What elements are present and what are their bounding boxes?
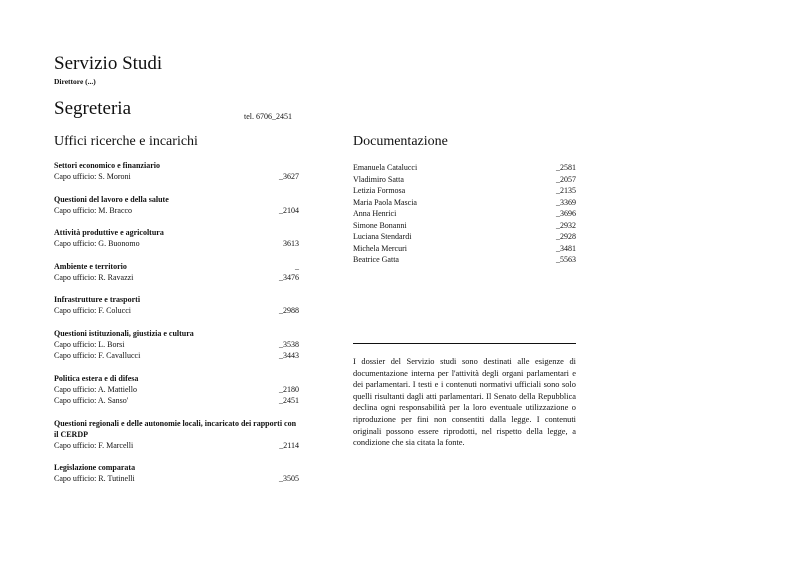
phone-extension: _2057 [556,174,576,184]
office-head-row [54,272,299,284]
office-name-row [54,373,299,384]
phone-extension: 3613 [283,239,299,248]
office-block [54,227,299,250]
office-name-row [54,194,299,205]
phone-extension: _3476 [279,272,299,282]
phone-extension: _3696 [556,209,576,218]
office-head-row [54,238,299,250]
office-name: Questioni regionali e delle autonomie locali, incaricato dei rapporti con il CERDP [54,418,297,439]
staff-row [353,197,576,209]
office-block [54,160,299,183]
staff-row [353,162,576,174]
phone-extension: _2932 [556,220,576,230]
office-block [54,373,299,407]
office-block [54,194,299,217]
office-block [54,418,299,452]
office-head-row [54,205,299,217]
page-title: Servizio Studi [54,53,163,74]
office-name-row [54,328,299,339]
office-name-row [54,160,299,171]
documentation-heading: Documentazione [353,134,448,149]
office-name: Settori economico e finanziario [54,161,160,170]
staff-name: Simone Bonanni [353,220,407,230]
phone-extension: _2104 [279,205,299,215]
office-name: Attività produttive e agricoltura [54,228,164,237]
staff-row [353,208,576,220]
office-head: Capo ufficio: R. Ravazzi [54,272,134,282]
disclaimer-text: I dossier del Servizio studi sono destinati alle esigenze di documentazione interna per l'attività degli organi parlamentari e dei parlamentari. I testi e i contenuti normativi ufficiali sono solo quelli risultanti dagli atti parlamentari. Il Senato della Repubblica declina ogni responsabilità per la loro eventuale utilizzazione o riproduzione per fini non consentiti dalla legge. I contenuti originali possono essere riprodotti, nel rispetto della legge, a condizione che sia citata la fonte. [353,357,576,448]
office-block [54,261,299,284]
staff-row [353,231,576,243]
phone-extension: _2114 [279,440,299,450]
phone-extension: _2135 [556,186,576,195]
office-name: Infrastrutture e trasporti [54,295,141,304]
office-head: Capo ufficio: L. Borsi [54,339,125,349]
phone-extension: _2928 [556,232,576,241]
staff-name: Maria Paola Mascia [353,197,417,207]
offices-heading: Uffici ricerche e incarichi [54,134,198,149]
phone-extension: _3443 [279,351,299,360]
office-block [54,328,299,362]
office-name: Politica estera e di difesa [54,373,139,383]
office-block [54,462,299,485]
director-line: Direttore (...) [54,77,96,86]
documentation-staff-list [353,162,576,266]
staff-name: Luciana Stendardi [353,232,412,241]
staff-row [353,254,576,266]
phone-extension: _3538 [279,339,299,349]
office-head: Capo ufficio: A. Sanso' [54,396,129,405]
staff-row [353,220,576,232]
office-head: Capo ufficio: M. Bracco [54,205,133,215]
office-head: Capo ufficio: S. Moroni [54,172,131,181]
office-head-row [54,384,299,396]
staff-row [353,185,576,197]
office-head: Capo ufficio: R. Tutinelli [54,474,135,483]
office-name-row [54,294,299,305]
phone-extension: _3505 [279,474,299,483]
office-name: Questioni del lavoro e della salute [54,194,169,204]
divider [353,343,576,344]
office-head-row [54,350,299,362]
office-block [54,294,299,317]
staff-name: Michela Mercuri [353,243,407,253]
staff-name: Beatrice Gatta [353,255,399,264]
office-head: Capo ufficio: F. Colucci [54,306,131,315]
secretariat-phone: tel. 6706_2451 [244,112,292,121]
office-name-row [54,261,299,272]
secretariat-heading: Segreteria [54,98,132,119]
office-name: Legislazione comparata [54,463,136,472]
office-name-extension: _ [295,261,299,271]
office-name: Questioni istituzionali, giustizia e cultura [54,328,194,338]
office-name: Ambiente e territorio [54,261,127,271]
phone-extension: _3627 [279,172,299,181]
office-head-row [54,171,299,183]
staff-row [353,174,576,186]
office-head: Capo ufficio: G. Buonomo [54,239,140,248]
office-name-row [54,418,299,440]
staff-name: Vladimiro Satta [353,174,404,184]
office-head-row [54,395,299,407]
staff-name: Emanuela Catalucci [353,163,418,172]
phone-extension: _3481 [556,243,576,253]
staff-name: Letizia Formosa [353,186,406,195]
offices-list [54,160,299,496]
phone-extension: _5563 [556,255,576,264]
office-head: Capo ufficio: F. Marcelli [54,440,134,450]
phone-extension: _2451 [279,396,299,405]
phone-extension: _2988 [279,306,299,315]
phone-extension: _3369 [556,197,576,207]
office-name-row [54,227,299,238]
staff-row [353,243,576,255]
office-head: Capo ufficio: A. Mattiello [54,384,137,394]
phone-extension: _2180 [279,384,299,394]
office-head: Capo ufficio: F. Cavallucci [54,351,141,360]
office-name-row [54,462,299,473]
office-head-row [54,473,299,485]
office-head-row [54,305,299,317]
office-head-row [54,339,299,351]
staff-name: Anna Henrici [353,209,397,218]
office-head-row [54,440,299,452]
phone-extension: _2581 [556,163,576,172]
